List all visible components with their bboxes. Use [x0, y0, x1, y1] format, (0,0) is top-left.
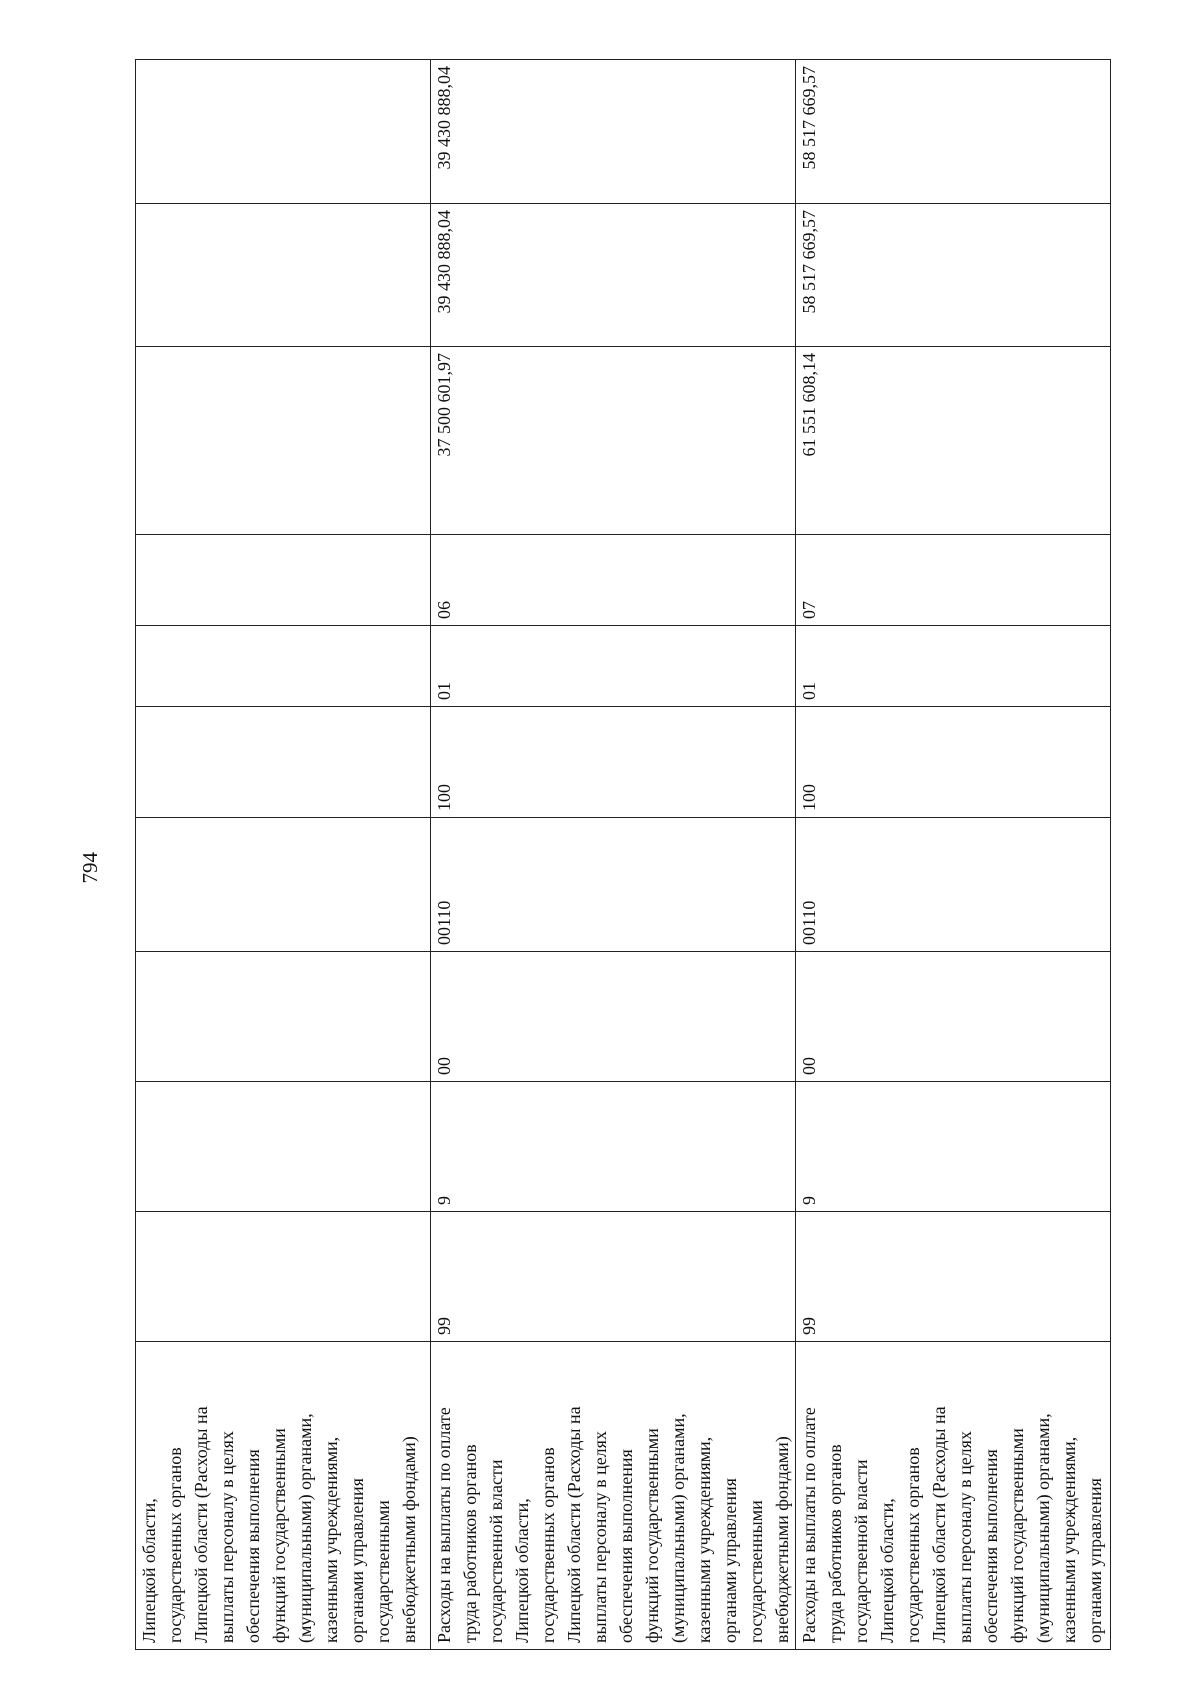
code3-cell [136, 952, 431, 1082]
description-line: внебюджетными фондами) [772, 1436, 792, 1643]
description-line: Расходы на выплаты по оплате [799, 1407, 819, 1643]
amount1-cell: 37 500 601,97 [431, 347, 796, 535]
description-line: органами управления [720, 1478, 740, 1643]
description-line: государственных органов [165, 1447, 185, 1643]
code5-cell: 100 [796, 707, 1111, 818]
code6-cell: 01 [431, 626, 796, 707]
description-line: внебюджетными фондами) [399, 1436, 419, 1643]
code2-cell: 9 [431, 1082, 796, 1212]
description-line: Липецкой области (Расходы на [929, 1406, 949, 1643]
amount1-cell: 61 551 608,14 [796, 347, 1111, 535]
table-body [136, 60, 1111, 1650]
description-line: Липецкой области, [877, 1498, 897, 1643]
code1-cell [136, 1212, 431, 1342]
description-line: обеспечения выполнения [616, 1449, 636, 1643]
description-line: казенными учреждениями, [694, 1436, 714, 1643]
code1-cell: 99 [796, 1212, 1111, 1342]
amount2-cell [136, 204, 431, 347]
code7-cell [136, 535, 431, 626]
table-row [431, 60, 796, 1650]
description-line: труда работников органов [825, 1444, 845, 1643]
description-line: государственными [373, 1500, 393, 1643]
code4-cell: 00110 [431, 818, 796, 952]
code7-cell: 07 [796, 535, 1111, 626]
code4-cell [136, 818, 431, 952]
description-line: государственных органов [903, 1447, 923, 1643]
table-row [136, 60, 431, 1650]
description-line: функций государственными [1007, 1428, 1027, 1643]
amount3-cell [136, 60, 431, 204]
code1-cell: 99 [431, 1212, 796, 1342]
description-line: (муниципальными) органами, [295, 1413, 315, 1643]
description-line: функций государственными [269, 1428, 289, 1643]
code3-cell: 00 [431, 952, 796, 1082]
code2-cell: 9 [796, 1082, 1111, 1212]
description-line: (муниципальными) органами, [668, 1413, 688, 1643]
budget-table [135, 59, 1111, 1650]
code6-cell: 01 [796, 626, 1111, 707]
code2-cell [136, 1082, 431, 1212]
description-line: казенными учреждениями, [1059, 1436, 1079, 1643]
description-line: органами управления [1085, 1478, 1105, 1643]
description-line: государственных органов [538, 1447, 558, 1643]
description-line: (муниципальными) органами, [1033, 1413, 1053, 1643]
code5-cell [136, 707, 431, 818]
description-line: выплаты персоналу в целях [955, 1431, 975, 1643]
description-line: выплаты персоналу в целях [590, 1431, 610, 1643]
description-line: труда работников органов [460, 1444, 480, 1643]
description-line: государственными [746, 1500, 766, 1643]
description-cell [431, 1342, 796, 1650]
page-number: 794 [78, 852, 102, 884]
description-line: обеспечения выполнения [243, 1449, 263, 1643]
description-line: государственной власти [486, 1459, 506, 1643]
description-line: функций государственными [642, 1428, 662, 1643]
code6-cell [136, 626, 431, 707]
amount2-cell: 58 517 669,57 [796, 204, 1111, 347]
table-row [796, 60, 1111, 1650]
description-line: Расходы на выплаты по оплате [434, 1407, 454, 1643]
description-cell [136, 1342, 431, 1650]
amount2-cell: 39 430 888,04 [431, 204, 796, 347]
description-line: обеспечения выполнения [981, 1449, 1001, 1643]
code3-cell: 00 [796, 952, 1111, 1082]
description-cell [796, 1342, 1111, 1650]
description-line: казенными учреждениями, [321, 1436, 341, 1643]
description-line: Липецкой области (Расходы на [564, 1406, 584, 1643]
description-line: государственной власти [851, 1459, 871, 1643]
code7-cell: 06 [431, 535, 796, 626]
code4-cell: 00110 [796, 818, 1111, 952]
amount3-cell: 39 430 888,04 [431, 60, 796, 204]
code5-cell: 100 [431, 707, 796, 818]
description-line: Липецкой области (Расходы на [191, 1406, 211, 1643]
description-line: выплаты персоналу в целях [217, 1431, 237, 1643]
description-line: Липецкой области, [139, 1498, 159, 1643]
description-line: органами управления [347, 1478, 367, 1643]
budget-table-rotated [135, 60, 1105, 1650]
amount3-cell: 58 517 669,57 [796, 60, 1111, 204]
description-line: Липецкой области, [512, 1498, 532, 1643]
amount1-cell [136, 347, 431, 535]
